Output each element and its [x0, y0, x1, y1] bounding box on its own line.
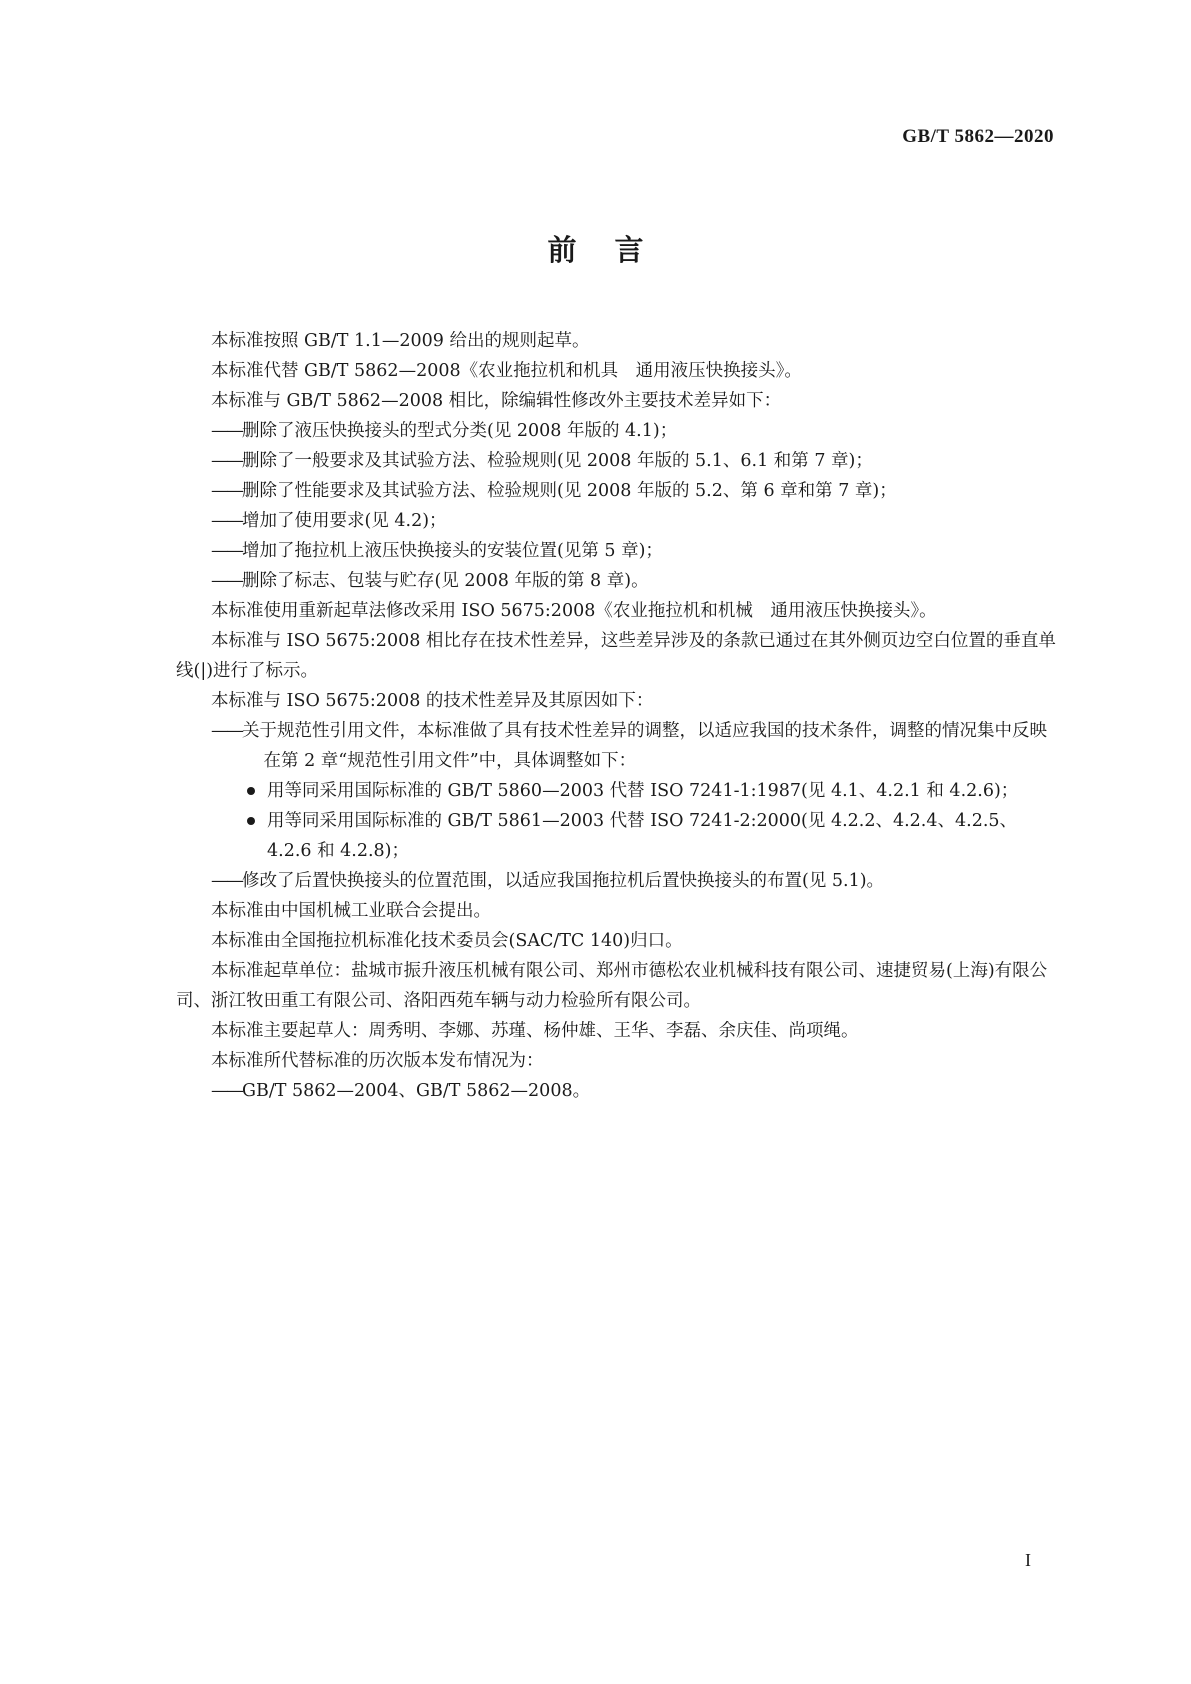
- bullet-icon: [247, 817, 255, 825]
- page-title: 前言: [547, 233, 682, 267]
- dash-mark: ——: [211, 571, 242, 591]
- bullet-icon: [247, 787, 255, 795]
- list-item-text: 增加了拖拉机上液压快换接头的安装位置(见第 5 章)；: [242, 541, 663, 561]
- list-item-version: [211, 1076, 1056, 1106]
- list-item-text: 关于规范性引用文件，本标准做了具有技术性差异的调整，以适应我国的技术条件，调整的情况集中反映在第 2 章“规范性引用文件”中，具体调整如下：: [242, 721, 1047, 771]
- list-item-text: 删除了一般要求及其试验方法、检验规则(见 2008 年版的 5.1、6.1 和第 7 章)；: [242, 451, 873, 471]
- paragraph-differences-intro: 本标准与 GB/T 5862—2008 相比，除编辑性修改外主要技术差异如下：: [211, 391, 782, 411]
- list-item-change: [211, 536, 1056, 566]
- paragraph-margin-marks: 本标准与 ISO 5675:2008 相比存在技术性差异，这些差异涉及的条款已通过在其外侧页边空白位置的垂直单线(|)进行了标示。: [176, 631, 1056, 681]
- list-item-change: [211, 506, 1056, 536]
- bullet-item: [211, 776, 1056, 806]
- list-item-text: 删除了性能要求及其试验方法、检验规则(见 2008 年版的 5.2、第 6 章和第 7 章)；: [242, 481, 897, 501]
- paragraph-adoption: 本标准使用重新起草法修改采用 ISO 5675:2008《农业拖拉机和机械 通用液压快换接头》。: [211, 601, 937, 621]
- dash-mark: ——: [211, 421, 242, 441]
- list-item-change: [211, 566, 1056, 596]
- list-item-change: [211, 446, 1056, 476]
- list-item-difference: [211, 716, 1056, 776]
- bullet-item: [211, 806, 1056, 866]
- dash-mark: ——: [211, 541, 242, 561]
- paragraph-drafting-units: 本标准起草单位：盐城市振升液压机械有限公司、郑州市德松农业机械科技有限公司、速捷贸易(上海)有限公司、浙江牧田重工有限公司、洛阳西苑车辆与动力检验所有限公司。: [176, 961, 1048, 1011]
- list-item-text: 增加了使用要求(见 4.2)；: [242, 511, 447, 531]
- paragraph-technical-differences: 本标准与 ISO 5675:2008 的技术性差异及其原因如下：: [211, 691, 654, 711]
- preface-body: [176, 326, 1056, 1106]
- standard-code: GB/T 5862—2020: [902, 126, 1054, 147]
- bullet-text: 用等同采用国际标准的 GB/T 5860—2003 代替 ISO 7241-1:1987(见 4.1、4.2.1 和 4.2.6)；: [267, 781, 1019, 801]
- list-item-difference: [211, 866, 1056, 896]
- dash-mark: ——: [211, 451, 242, 471]
- paragraph-drafting-rules: 本标准按照 GB/T 1.1—2009 给出的规则起草。: [211, 331, 590, 351]
- paragraph-replaces: 本标准代替 GB/T 5862—2008《农业拖拉机和机具 通用液压快换接头》。: [211, 361, 802, 381]
- dash-mark: ——: [211, 1081, 242, 1101]
- paragraph-centralized-by: 本标准由全国拖拉机标准化技术委员会(SAC/TC 140)归口。: [211, 931, 683, 951]
- dash-mark: ——: [211, 871, 242, 891]
- list-item-text: 删除了标志、包装与贮存(见 2008 年版的第 8 章)。: [242, 571, 649, 591]
- list-item-change: [211, 476, 1056, 506]
- list-item-text: 删除了液压快换接头的型式分类(见 2008 年版的 4.1)；: [242, 421, 678, 441]
- bullet-text: 用等同采用国际标准的 GB/T 5861—2003 代替 ISO 7241-2:2000(见 4.2.2、4.2.4、4.2.5、4.2.6 和 4.2.8)；: [267, 811, 1018, 861]
- paragraph-drafters: 本标准主要起草人：周秀明、李娜、苏瑾、杨仲雄、王华、李磊、余庆佳、尚项绳。: [211, 1021, 859, 1041]
- paragraph-proposed-by: 本标准由中国机械工业联合会提出。: [211, 901, 491, 921]
- dash-mark: ——: [211, 481, 242, 501]
- list-item-change: [211, 416, 1056, 446]
- list-item-text: GB/T 5862—2004、GB/T 5862—2008。: [242, 1081, 591, 1101]
- dash-mark: ——: [211, 721, 242, 741]
- paragraph-version-history: 本标准所代替标准的历次版本发布情况为：: [211, 1051, 544, 1071]
- page-number: I: [1025, 1550, 1031, 1570]
- list-item-text: 修改了后置快换接头的位置范围，以适应我国拖拉机后置快换接头的布置(见 5.1)。: [242, 871, 885, 891]
- dash-mark: ——: [211, 511, 242, 531]
